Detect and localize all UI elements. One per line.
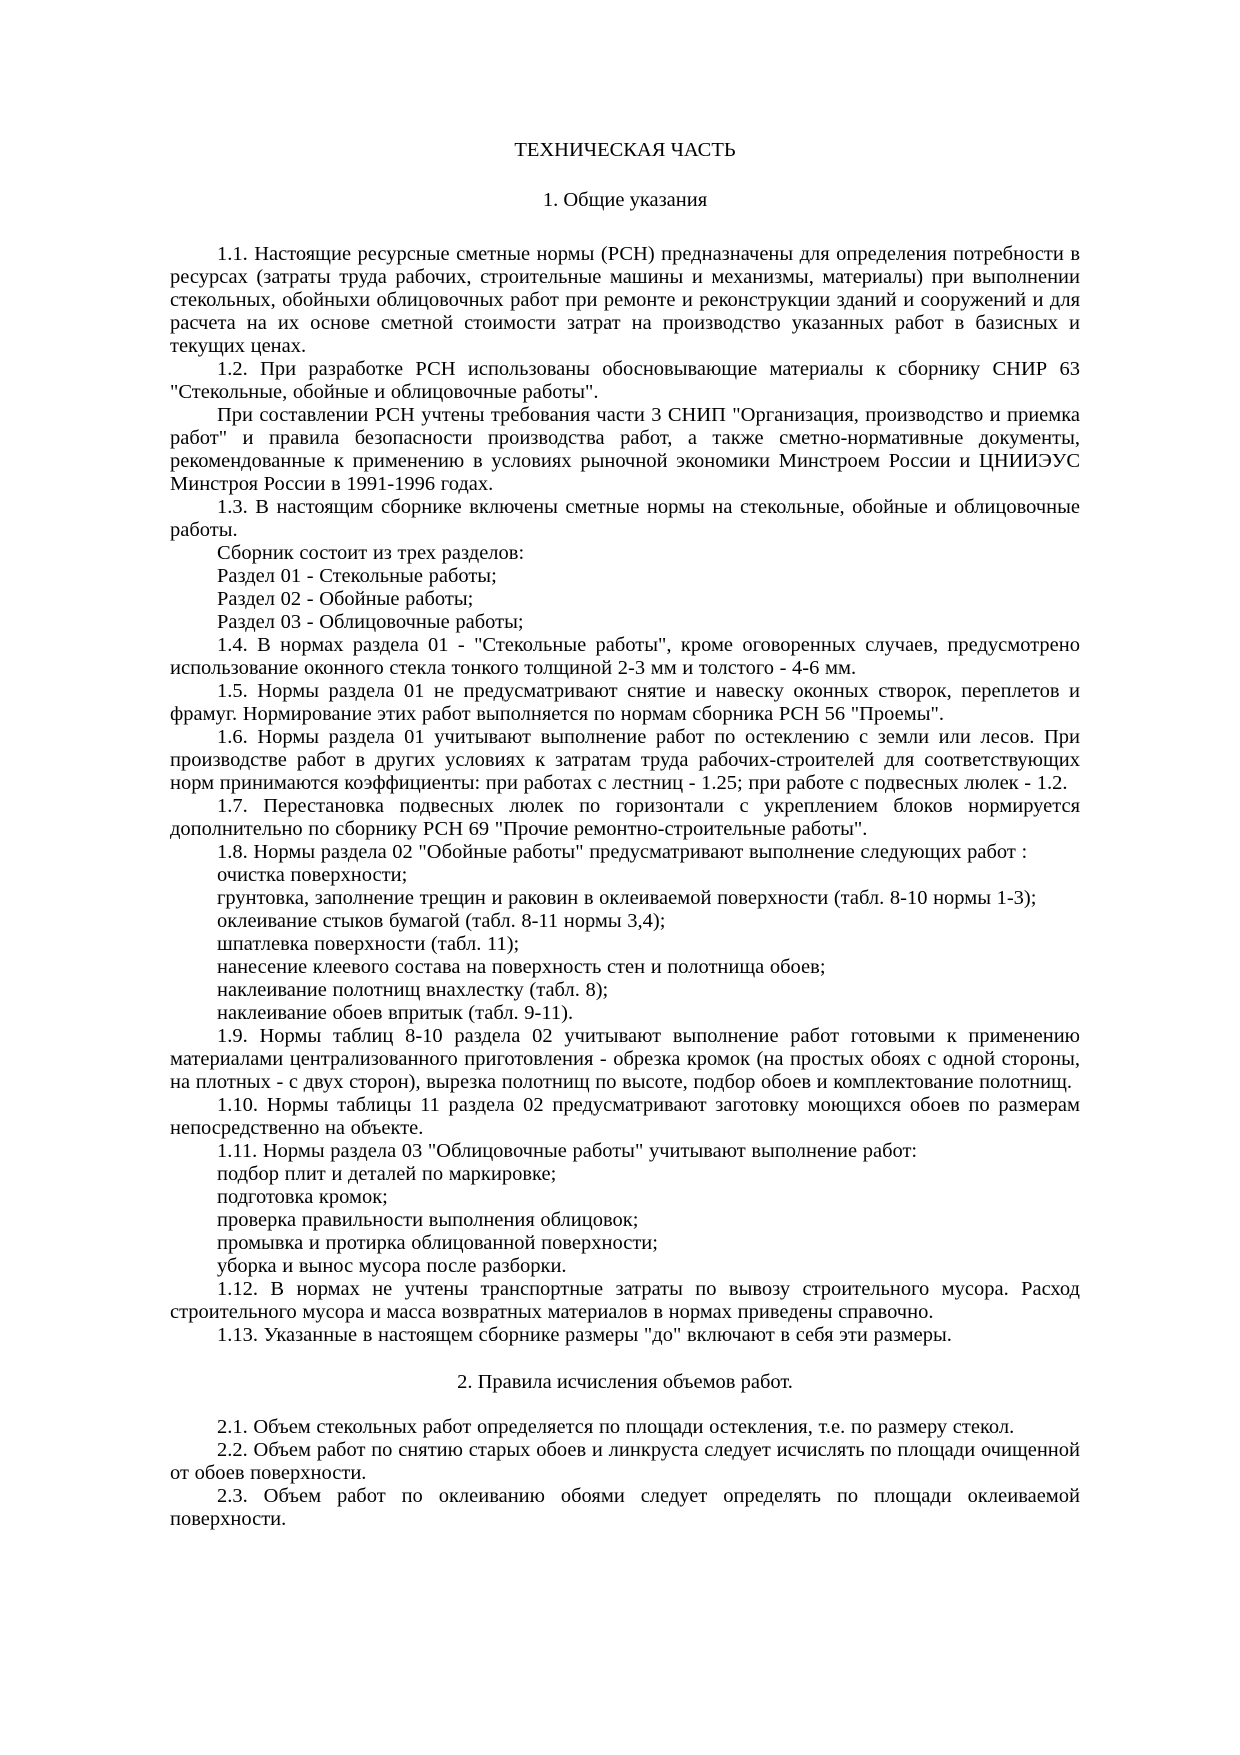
paragraph: подготовка кромок;: [217, 1186, 388, 1208]
paragraph: 1.4. В нормах раздела 01 - "Стекольные работы", кроме оговоренных случаев, предусмотрено использование оконного стекла тонкого толщиной 2-3 мм и толстого - 4-6 мм.: [170, 634, 1080, 679]
paragraph: наклеивание полотнищ внахлестку (табл. 8);: [217, 979, 609, 1001]
paragraph: шпатлевка поверхности (табл. 11);: [217, 933, 520, 955]
paragraph: 1.3. В настоящим сборнике включены сметные нормы на стекольные, обойные и облицовочные работы.: [170, 496, 1080, 541]
paragraph: очистка поверхности;: [217, 864, 408, 886]
paragraph: подбор плит и деталей по маркировке;: [217, 1163, 557, 1185]
paragraph: 1.8. Нормы раздела 02 "Обойные работы" предусматривают выполнение следующих работ :: [217, 841, 1028, 863]
paragraph: оклеивание стыков бумагой (табл. 8-11 нормы 3,4);: [217, 910, 666, 932]
paragraph: наклеивание обоев впритык (табл. 9-11).: [217, 1002, 574, 1024]
paragraph: проверка правильности выполнения облицовок;: [217, 1209, 639, 1231]
paragraph: Раздел 03 - Облицовочные работы;: [217, 611, 524, 633]
document-title: ТЕХНИЧЕСКАЯ ЧАСТЬ: [514, 139, 736, 161]
paragraph: уборка и вынос мусора после разборки.: [217, 1255, 567, 1277]
paragraph: 2.2. Объем работ по снятию старых обоев и линкруста следует исчислять по площади очищенной от обоев поверхности.: [170, 1439, 1080, 1484]
paragraph: 1.9. Нормы таблиц 8-10 раздела 02 учитывают выполнение работ готовыми к применению материалами централизованного приготовления - обрезка кромок (на простых обоях с одной стороны, на плотных - с двух сторон), вырезка полотнищ по высоте, подбор обоев и комплектование полотнищ.: [170, 1025, 1080, 1093]
paragraph: 2.3. Объем работ по оклеиванию обоями следует определять по площади оклеиваемой поверхности.: [170, 1485, 1080, 1530]
paragraph: промывка и протирка облицованной поверхности;: [217, 1232, 658, 1254]
paragraph: Раздел 01 - Стекольные работы;: [217, 565, 497, 587]
paragraph: 1.10. Нормы таблицы 11 раздела 02 предусматривают заготовку моющихся обоев по размерам непосредственно на объекте.: [170, 1094, 1080, 1139]
paragraph: грунтовка, заполнение трещин и раковин в оклеиваемой поверхности (табл. 8-10 нормы 1-3);: [217, 887, 1037, 909]
section-2-body: [170, 1416, 1080, 1531]
paragraph: нанесение клеевого состава на поверхность стен и полотнища обоев;: [217, 956, 826, 978]
section-2-heading: 2. Правила исчисления объемов работ.: [457, 1371, 793, 1393]
section-1-heading: 1. Общие указания: [542, 189, 708, 211]
paragraph: 1.13. Указанные в настоящем сборнике размеры "до" включают в себя эти размеры.: [217, 1324, 952, 1346]
paragraph: 1.2. При разработке РСН использованы обосновывающие материалы к сборнику СНИР 63 "Стекольные, обойные и облицовочные работы".: [170, 358, 1080, 403]
section-general-instructions: [170, 189, 1080, 1347]
section-volume-rules: [170, 1371, 1080, 1531]
paragraph: 1.1. Настоящие ресурсные сметные нормы (РСН) предназначены для определения потребности в ресурсах (затраты труда рабочих, строительные машины и механизмы, материалы) при выполнении стекольных, обойныхи облицовочных работ при ремонте и реконструкции зданий и сооружений и для расчета на их основе сметной стоимости затрат на производство указанных работ в базисных и текущих ценах.: [170, 243, 1080, 357]
paragraph: Сборник состоит из трех разделов:: [217, 542, 525, 564]
paragraph: При составлении РСН учтены требования части 3 СНИП "Организация, производство и приемка работ" и правила безопасности производства работ, а также сметно-нормативные документы, рекомендованные к применению в условиях рыночной экономики Минстроем России и ЦНИИЭУС Минстроя России в 1991-1996 годах.: [170, 404, 1080, 495]
paragraph: 1.11. Нормы раздела 03 "Облицовочные работы" учитывают выполнение работ:: [217, 1140, 918, 1162]
paragraph: 1.6. Нормы раздела 01 учитывают выполнение работ по остеклению с земли или лесов. При производстве работ в других условиях к затратам труда рабочих-строителей для соответствующих норм принимаются коэффициенты: при работах с лестниц - 1.25; при работе с подвесных люлек - 1.2.: [170, 726, 1080, 794]
paragraph: 1.12. В нормах не учтены транспортные затраты по вывозу строительного мусора. Расход строительного мусора и масса возвратных материалов в нормах приведены справочно.: [170, 1278, 1080, 1323]
section-1-body: [170, 243, 1080, 1347]
paragraph: 2.1. Объем стекольных работ определяется по площади остекления, т.е. по размеру стекол.: [217, 1416, 1015, 1438]
paragraph: 1.5. Нормы раздела 01 не предусматривают снятие и навеску оконных створок, переплетов и фрамуг. Нормирование этих работ выполняется по нормам сборника РСН 56 "Проемы".: [170, 680, 1080, 725]
paragraph: Раздел 02 - Обойные работы;: [217, 588, 474, 610]
paragraph: 1.7. Перестановка подвесных люлек по горизонтали с укреплением блоков нормируется дополнительно по сборнику РСН 69 "Прочие ремонтно-строительные работы".: [170, 795, 1080, 840]
